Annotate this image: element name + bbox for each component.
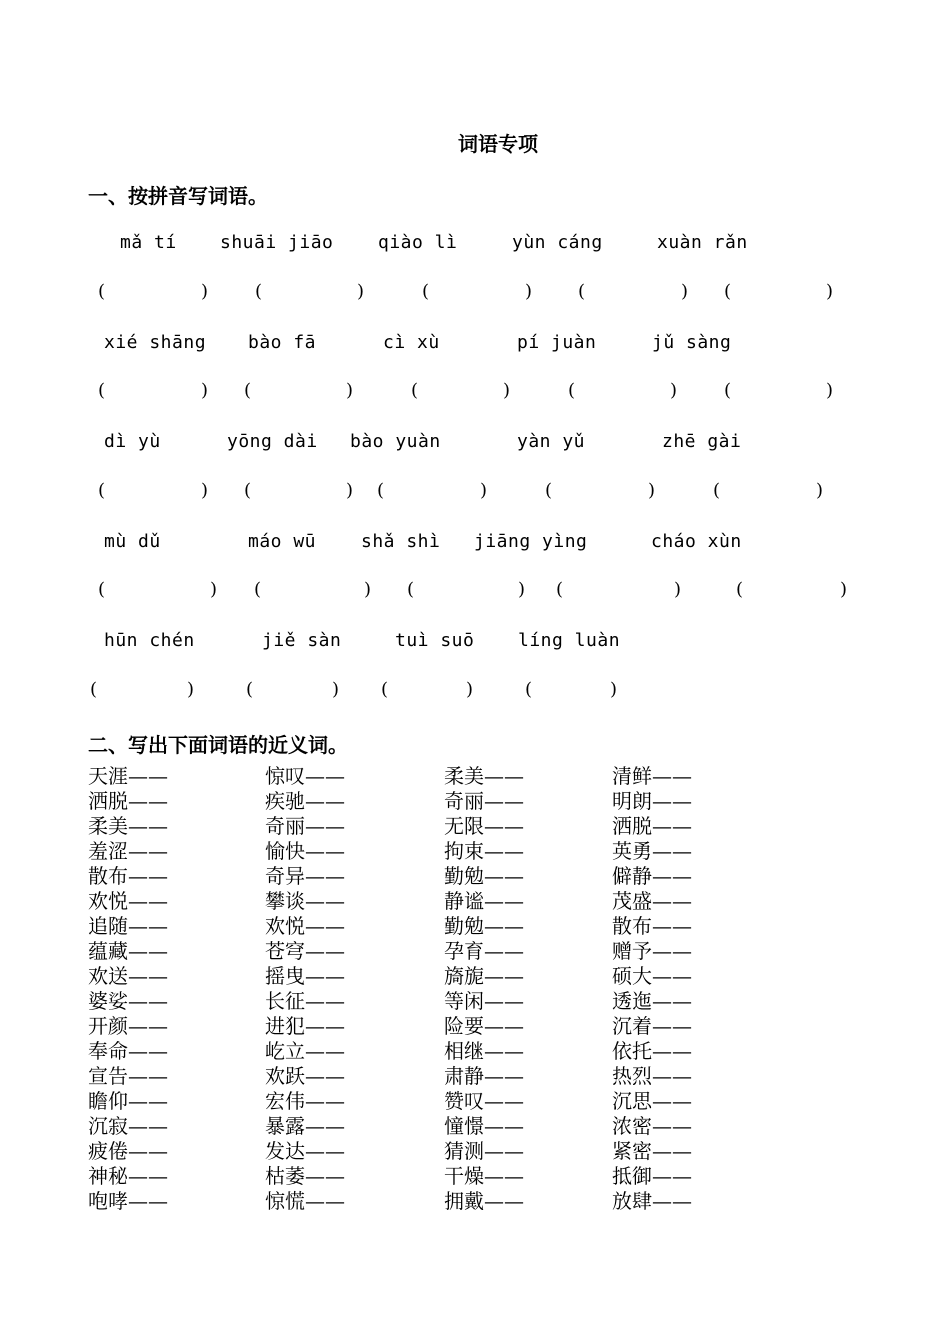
- pinyin-item: jǔ sàng: [652, 332, 732, 353]
- page-title: 词语专项: [458, 132, 538, 156]
- close-paren: ): [674, 579, 682, 600]
- synonym-word: 勤勉——: [444, 914, 524, 938]
- close-paren: ): [826, 281, 834, 302]
- synonym-word: 咆哮——: [88, 1189, 168, 1213]
- open-paren: (: [578, 281, 586, 302]
- synonym-word: 疾驰——: [265, 789, 345, 813]
- synonym-word: 放肆——: [612, 1189, 692, 1213]
- synonym-word: 瞻仰——: [88, 1089, 168, 1113]
- synonym-word: 清鲜——: [612, 764, 692, 788]
- synonym-word: 沉思——: [612, 1089, 692, 1113]
- synonym-word: 蕴藏——: [88, 939, 168, 963]
- pinyin-item: cháo xùn: [651, 531, 742, 552]
- synonym-word: 透迤——: [612, 989, 692, 1013]
- synonym-word: 苍穹——: [265, 939, 345, 963]
- close-paren: ): [346, 480, 354, 501]
- synonym-word: 欢送——: [88, 964, 168, 988]
- close-paren: ): [480, 480, 488, 501]
- close-paren: ): [201, 480, 209, 501]
- pinyin-item: jiāng yìng: [474, 531, 588, 552]
- synonym-word: 洒脱——: [612, 814, 692, 838]
- pinyin-item: hūn chén: [104, 630, 195, 651]
- synonym-word: 柔美——: [444, 764, 524, 788]
- synonym-word: 进犯——: [265, 1014, 345, 1038]
- open-paren: (: [90, 679, 98, 700]
- synonym-word: 追随——: [88, 914, 168, 938]
- synonym-column-3: [444, 764, 524, 1214]
- synonym-word: 拘束——: [444, 839, 524, 863]
- open-paren: (: [254, 579, 262, 600]
- synonym-word: 暴露——: [265, 1114, 345, 1138]
- synonym-word: 英勇——: [612, 839, 692, 863]
- close-paren: ): [826, 380, 834, 401]
- synonym-word: 勤勉——: [444, 864, 524, 888]
- open-paren: (: [545, 480, 553, 501]
- close-paren: ): [648, 480, 656, 501]
- synonym-word: 硕大——: [612, 964, 692, 988]
- open-paren: (: [377, 480, 385, 501]
- section1-heading: 一、按拼音写词语。: [88, 184, 268, 208]
- synonym-word: 摇曳——: [265, 964, 345, 988]
- close-paren: ): [466, 679, 474, 700]
- synonym-word: 肃静——: [444, 1064, 524, 1088]
- open-paren: (: [525, 679, 533, 700]
- synonym-word: 赠予——: [612, 939, 692, 963]
- close-paren: ): [681, 281, 689, 302]
- open-paren: (: [556, 579, 564, 600]
- synonym-word: 屹立——: [265, 1039, 345, 1063]
- close-paren: ): [332, 679, 340, 700]
- pinyin-item: zhē gài: [662, 431, 742, 452]
- synonym-column-2: [265, 764, 345, 1214]
- pinyin-item: bào fā: [248, 332, 317, 353]
- synonym-word: 散布——: [88, 864, 168, 888]
- open-paren: (: [736, 579, 744, 600]
- synonym-word: 旖旎——: [444, 964, 524, 988]
- open-paren: (: [724, 380, 732, 401]
- close-paren: ): [816, 480, 824, 501]
- synonym-word: 开颜——: [88, 1014, 168, 1038]
- synonym-word: 奇异——: [265, 864, 345, 888]
- synonym-word: 神秘——: [88, 1164, 168, 1188]
- synonym-word: 宣告——: [88, 1064, 168, 1088]
- synonym-word: 奉命——: [88, 1039, 168, 1063]
- synonym-word: 攀谈——: [265, 889, 345, 913]
- synonym-word: 孕育——: [444, 939, 524, 963]
- open-paren: (: [381, 679, 389, 700]
- pinyin-item: líng luàn: [518, 630, 621, 651]
- pinyin-item: cì xù: [383, 332, 440, 353]
- synonym-word: 抵御——: [612, 1164, 692, 1188]
- open-paren: (: [98, 480, 106, 501]
- synonym-word: 憧憬——: [444, 1114, 524, 1138]
- synonym-word: 拥戴——: [444, 1189, 524, 1213]
- close-paren: ): [357, 281, 365, 302]
- close-paren: ): [840, 579, 848, 600]
- synonym-word: 疲倦——: [88, 1139, 168, 1163]
- synonym-word: 热烈——: [612, 1064, 692, 1088]
- pinyin-item: bào yuàn: [350, 431, 441, 452]
- section2-heading: 二、写出下面词语的近义词。: [88, 733, 348, 757]
- close-paren: ): [364, 579, 372, 600]
- pinyin-item: dì yù: [104, 431, 161, 452]
- open-paren: (: [724, 281, 732, 302]
- synonym-word: 沉寂——: [88, 1114, 168, 1138]
- synonym-word: 相继——: [444, 1039, 524, 1063]
- synonym-word: 险要——: [444, 1014, 524, 1038]
- synonym-word: 欢悦——: [265, 914, 345, 938]
- synonym-word: 赞叹——: [444, 1089, 524, 1113]
- open-paren: (: [422, 281, 430, 302]
- synonym-word: 茂盛——: [612, 889, 692, 913]
- synonym-word: 僻静——: [612, 864, 692, 888]
- pinyin-item: mù dǔ: [104, 531, 161, 552]
- synonym-word: 明朗——: [612, 789, 692, 813]
- close-paren: ): [503, 380, 511, 401]
- synonym-word: 发达——: [265, 1139, 345, 1163]
- synonym-word: 惊叹——: [265, 764, 345, 788]
- pinyin-item: shuāi jiāo: [220, 232, 334, 253]
- synonym-column-1: [88, 764, 168, 1214]
- open-paren: (: [98, 380, 106, 401]
- synonym-word: 欢跃——: [265, 1064, 345, 1088]
- close-paren: ): [187, 679, 195, 700]
- synonym-word: 奇丽——: [265, 814, 345, 838]
- close-paren: ): [201, 380, 209, 401]
- pinyin-item: yōng dài: [227, 431, 318, 452]
- pinyin-item: jiě sàn: [262, 630, 342, 651]
- synonym-word: 干燥——: [444, 1164, 524, 1188]
- open-paren: (: [98, 579, 106, 600]
- synonym-word: 羞涩——: [88, 839, 168, 863]
- open-paren: (: [568, 380, 576, 401]
- open-paren: (: [244, 380, 252, 401]
- close-paren: ): [518, 579, 526, 600]
- synonym-word: 无限——: [444, 814, 524, 838]
- synonym-word: 婆娑——: [88, 989, 168, 1013]
- synonym-word: 奇丽——: [444, 789, 524, 813]
- pinyin-item: mǎ tí: [120, 232, 177, 253]
- synonym-word: 欢悦——: [88, 889, 168, 913]
- pinyin-item: xié shāng: [104, 332, 207, 353]
- open-paren: (: [713, 480, 721, 501]
- pinyin-item: pí juàn: [517, 332, 597, 353]
- synonym-word: 宏伟——: [265, 1089, 345, 1113]
- synonym-word: 愉快——: [265, 839, 345, 863]
- pinyin-item: shǎ shì: [361, 531, 441, 552]
- synonym-word: 静谧——: [444, 889, 524, 913]
- synonym-word: 紧密——: [612, 1139, 692, 1163]
- close-paren: ): [346, 380, 354, 401]
- synonym-word: 等闲——: [444, 989, 524, 1013]
- open-paren: (: [255, 281, 263, 302]
- synonym-word: 猜测——: [444, 1139, 524, 1163]
- synonym-column-4: [612, 764, 692, 1214]
- close-paren: ): [210, 579, 218, 600]
- open-paren: (: [407, 579, 415, 600]
- open-paren: (: [246, 679, 254, 700]
- synonym-word: 枯萎——: [265, 1164, 345, 1188]
- synonym-word: 浓密——: [612, 1114, 692, 1138]
- close-paren: ): [670, 380, 678, 401]
- pinyin-item: máo wū: [248, 531, 317, 552]
- pinyin-item: yùn cáng: [512, 232, 603, 253]
- pinyin-item: qiào lì: [378, 232, 458, 253]
- pinyin-item: xuàn rǎn: [657, 232, 748, 253]
- pinyin-item: tuì suō: [395, 630, 475, 651]
- synonym-word: 散布——: [612, 914, 692, 938]
- close-paren: ): [525, 281, 533, 302]
- synonym-word: 天涯——: [88, 764, 168, 788]
- close-paren: ): [610, 679, 618, 700]
- pinyin-item: yàn yǔ: [517, 431, 586, 452]
- synonym-word: 洒脱——: [88, 789, 168, 813]
- synonym-word: 惊慌——: [265, 1189, 345, 1213]
- close-paren: ): [201, 281, 209, 302]
- synonym-word: 柔美——: [88, 814, 168, 838]
- synonym-word: 沉着——: [612, 1014, 692, 1038]
- open-paren: (: [98, 281, 106, 302]
- open-paren: (: [244, 480, 252, 501]
- synonym-word: 长征——: [265, 989, 345, 1013]
- synonym-word: 依托——: [612, 1039, 692, 1063]
- open-paren: (: [411, 380, 419, 401]
